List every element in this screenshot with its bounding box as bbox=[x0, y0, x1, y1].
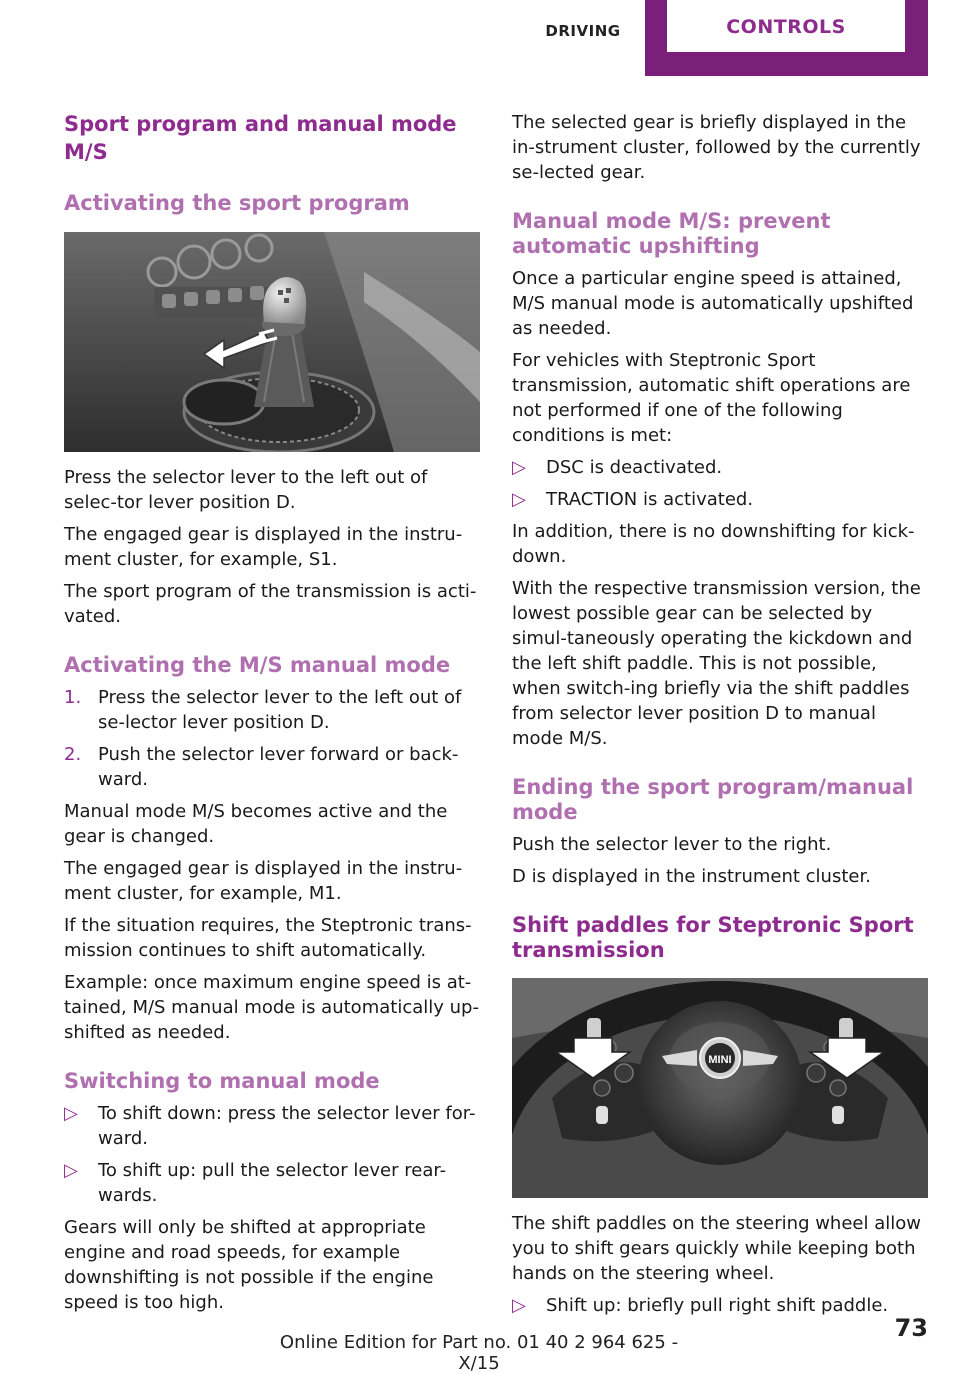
intro-paragraph: The selected gear is briefly displayed in the in-strument cluster, followed by the currently se-lected gear. bbox=[512, 112, 921, 183]
steering-wheel-image bbox=[512, 978, 928, 1198]
switching-paragraph-1: Gears will only be shifted at appropriate engine and road speeds, for example downshifting is not possible if the engine speed is too high. bbox=[64, 1217, 434, 1313]
paddles-list bbox=[512, 1293, 928, 1318]
heading-ending-sport: Ending the sport program/manual mode bbox=[512, 775, 914, 824]
heading-switching-manual: Switching to manual mode bbox=[64, 1069, 380, 1093]
ending-paragraph-1: Push the selector lever to the right. bbox=[512, 834, 832, 855]
ms-steps-list bbox=[64, 685, 480, 792]
ms-paragraph-1: Manual mode M/S becomes active and the gear is changed. bbox=[64, 801, 448, 847]
heading-prevent-upshift: Manual mode M/S: prevent automatic upshifting bbox=[512, 209, 831, 258]
sport-paragraph-3: The sport program of the transmission is acti-vated. bbox=[64, 581, 477, 627]
list-item bbox=[64, 1158, 480, 1208]
list-item bbox=[512, 487, 928, 512]
list-item bbox=[64, 742, 480, 792]
list-item-text: Shift up: briefly pull right shift paddle. bbox=[546, 1295, 889, 1316]
sport-paragraph-1: Press the selector lever to the left out of selec-tor lever position D. bbox=[64, 467, 428, 513]
step-number: 2. bbox=[64, 744, 82, 765]
list-item bbox=[512, 455, 928, 480]
bullet-arrow-icon: ▷ bbox=[512, 457, 526, 478]
prevent-paragraph-4: With the respective transmission version, the lowest possible gear can be selected by simul-taneously operating the kickdown and the left shift paddle. This is not possible, when switch-ing briefly via the shift paddles from selector lever position D to manual mode M/S. bbox=[512, 578, 921, 749]
prevent-paragraph-3: In addition, there is no downshifting for kick-down. bbox=[512, 521, 915, 567]
header-section-label: DRIVING bbox=[545, 22, 621, 40]
list-item-text: TRACTION is activated. bbox=[546, 489, 754, 510]
prevent-paragraph-1: Once a particular engine speed is attained, M/S manual mode is automatically upshifted as needed. bbox=[512, 268, 914, 339]
step-number: 1. bbox=[64, 687, 82, 708]
footer-edition-text: Online Edition for Part no. 01 40 2 964 625 - X/15 bbox=[279, 1332, 679, 1374]
list-item bbox=[64, 685, 480, 735]
bullet-arrow-icon: ▷ bbox=[64, 1160, 78, 1181]
bullet-arrow-icon: ▷ bbox=[64, 1103, 78, 1124]
bullet-arrow-icon: ▷ bbox=[512, 489, 526, 510]
paddles-paragraph-1: The shift paddles on the steering wheel allow you to shift gears quickly while keeping both hands on the steering wheel. bbox=[512, 1213, 921, 1284]
heading-activating-ms: Activating the M/S manual mode bbox=[64, 653, 451, 677]
step-text: Press the selector lever to the left out of se-lector lever position D. bbox=[98, 687, 462, 733]
right-column bbox=[512, 110, 928, 1318]
selector-lever-image bbox=[64, 232, 480, 452]
left-column bbox=[64, 110, 480, 1315]
section-title-sport-program: Sport program and manual mode M/S bbox=[64, 112, 457, 164]
conditions-list bbox=[512, 455, 928, 512]
ms-paragraph-2: The engaged gear is displayed in the instru-ment cluster, for example, M1. bbox=[64, 858, 463, 904]
header-chapter-label: CONTROLS bbox=[667, 0, 905, 52]
step-text: Push the selector lever forward or back-ward. bbox=[98, 744, 459, 790]
bullet-arrow-icon: ▷ bbox=[512, 1295, 526, 1316]
ms-paragraph-3: If the situation requires, the Steptronic trans-mission continues to shift automatically. bbox=[64, 915, 472, 961]
list-item bbox=[64, 1101, 480, 1151]
list-item-text: DSC is deactivated. bbox=[546, 457, 723, 478]
list-item-text: To shift down: press the selector lever for-ward. bbox=[98, 1103, 476, 1149]
section-title-shift-paddles: Shift paddles for Steptronic Sport transmission bbox=[512, 913, 914, 962]
heading-activating-sport: Activating the sport program bbox=[64, 191, 410, 215]
list-item-text: To shift up: pull the selector lever rear-wards. bbox=[98, 1160, 447, 1206]
ending-paragraph-2: D is displayed in the instrument cluster. bbox=[512, 866, 871, 887]
page-number: 73 bbox=[894, 1314, 928, 1342]
prevent-paragraph-2: For vehicles with Steptronic Sport transmission, automatic shift operations are not performed if one of the following conditions is met: bbox=[512, 350, 911, 446]
list-item bbox=[512, 1293, 928, 1318]
header-chapter-tab bbox=[645, 0, 928, 76]
switching-list bbox=[64, 1101, 480, 1208]
sport-paragraph-2: The engaged gear is displayed in the instru-ment cluster, for example, S1. bbox=[64, 524, 463, 570]
mini-logo-text: MINI bbox=[708, 1054, 732, 1066]
ms-paragraph-4: Example: once maximum engine speed is at-tained, M/S manual mode is automatically up-shifted as needed. bbox=[64, 972, 479, 1043]
